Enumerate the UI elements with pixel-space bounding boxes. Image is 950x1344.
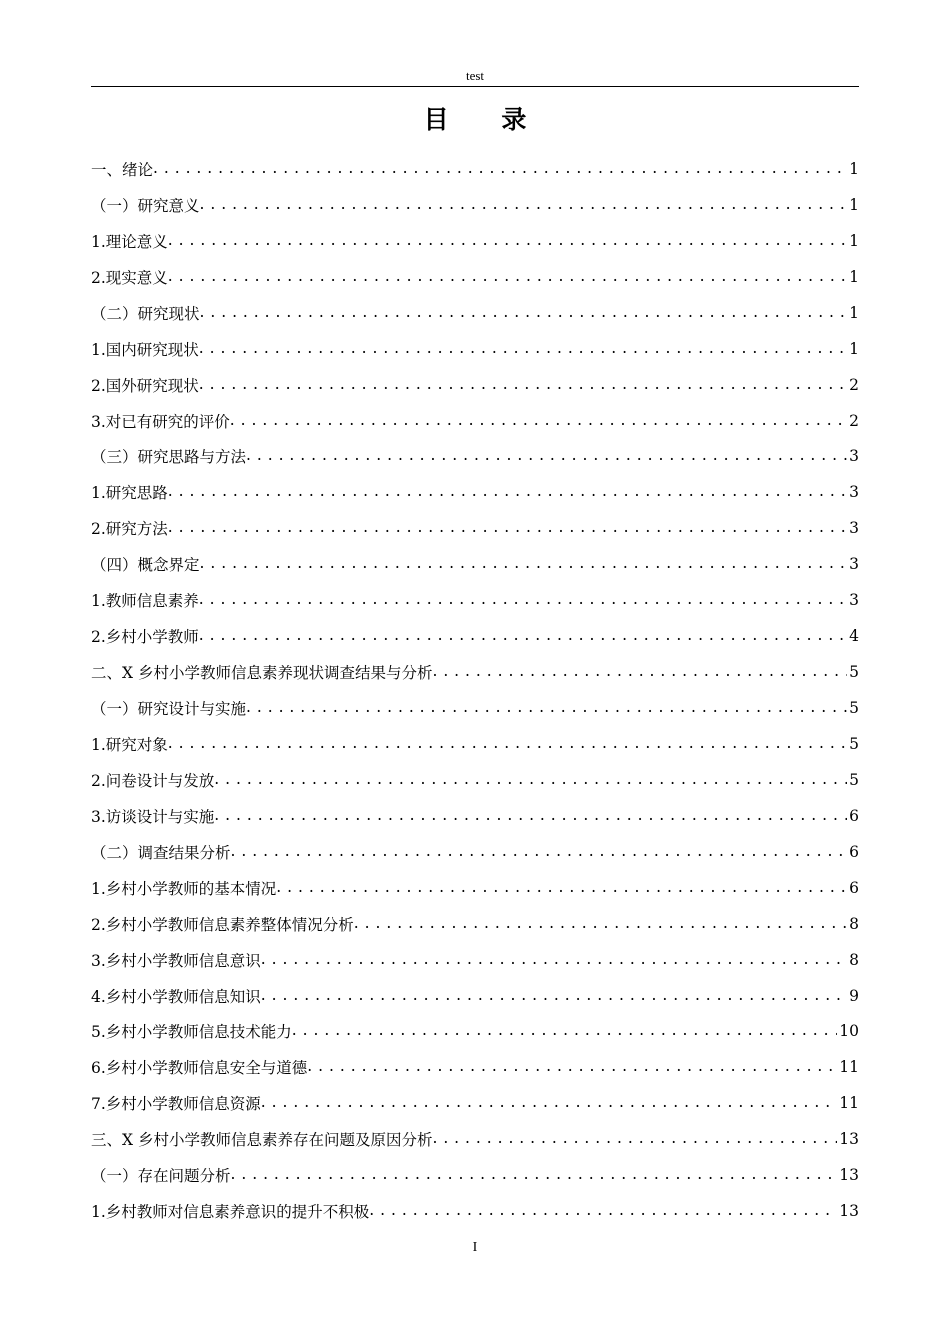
toc-entry-title: 3.乡村小学教师信息意识 (91, 951, 261, 970)
toc-entry[interactable] (91, 187, 859, 223)
toc-entry-title: 1.乡村小学教师的基本情况 (91, 879, 277, 898)
toc-entry[interactable] (91, 331, 859, 367)
toc-entry[interactable] (91, 942, 859, 978)
toc-entry-title: （三）研究思路与方法 (91, 448, 247, 467)
toc-leader-dots (276, 878, 847, 898)
toc-entry-page: 3 (849, 447, 859, 466)
toc-entry-title: 2.研究方法 (91, 520, 168, 539)
toc-entry-page: 9 (849, 986, 859, 1005)
toc-entry-title: 4.乡村小学教师信息知识 (91, 987, 261, 1006)
toc-entry-page: 6 (849, 842, 859, 861)
toc-entry[interactable] (91, 439, 859, 475)
toc-entry-page: 3 (849, 591, 859, 610)
toc-entry-title: （二）研究现状 (91, 304, 200, 323)
toc-entry-page: 5 (849, 770, 859, 789)
toc-leader-dots (214, 806, 847, 826)
toc-leader-dots (261, 986, 847, 1006)
toc-entry[interactable] (91, 151, 859, 187)
toc-entry[interactable] (91, 726, 859, 762)
toc-entry-page: 1 (849, 267, 859, 286)
toc-entry-title: 2.问卷设计与发放 (91, 771, 215, 790)
toc-entry[interactable] (91, 798, 859, 834)
toc-entry-page: 1 (849, 339, 859, 358)
toc-leader-dots (432, 662, 847, 682)
toc-entry-page: 5 (849, 699, 859, 718)
toc-entry-page: 5 (849, 734, 859, 753)
toc-entry[interactable] (91, 906, 859, 942)
toc-leader-dots (432, 1129, 837, 1149)
toc-entry[interactable] (91, 690, 859, 726)
toc-entry[interactable] (91, 223, 859, 259)
toc-entry-page: 1 (849, 303, 859, 322)
toc-leader-dots (231, 1165, 838, 1185)
toc-entry-title: 2.国外研究现状 (91, 376, 199, 395)
toc-leader-dots (261, 950, 847, 970)
toc-leader-dots (230, 411, 847, 431)
toc-leader-dots (292, 1021, 837, 1041)
toc-leader-dots (199, 590, 847, 610)
toc-entry-title: 1.理论意义 (91, 232, 168, 251)
toc-entry[interactable] (91, 367, 859, 403)
toc-leader-dots (246, 446, 847, 466)
toc-entry[interactable] (91, 1121, 859, 1157)
toc-entry[interactable] (91, 1193, 859, 1229)
toc-leader-dots (168, 518, 847, 538)
toc-entry-title: 1.乡村教师对信息素养意识的提升不积极 (91, 1203, 370, 1222)
toc-leader-dots (199, 339, 847, 359)
toc-entry-title: 3.对已有研究的评价 (91, 412, 230, 431)
toc-entry-page: 8 (849, 950, 859, 969)
toc-entry[interactable] (91, 1049, 859, 1085)
toc-entry-title: 1.教师信息素养 (91, 592, 199, 611)
toc-entry-page: 13 (839, 1130, 859, 1149)
toc-entry-title: 二、X 乡村小学教师信息素养现状调查结果与分析 (91, 664, 433, 683)
table-of-contents (91, 151, 859, 1229)
toc-entry-page: 2 (849, 411, 859, 430)
toc-entry[interactable] (91, 510, 859, 546)
toc-entry-page: 6 (849, 878, 859, 897)
toc-entry[interactable] (91, 870, 859, 906)
toc-entry-page: 1 (849, 195, 859, 214)
toc-entry[interactable] (91, 403, 859, 439)
toc-entry-title: （四）概念界定 (91, 556, 200, 575)
toc-entry-title: （一）研究意义 (91, 196, 200, 215)
toc-leader-dots (200, 554, 848, 574)
toc-entry[interactable] (91, 1085, 859, 1121)
toc-entry[interactable] (91, 546, 859, 582)
toc-entry-title: 2.乡村小学教师信息素养整体情况分析 (91, 915, 354, 934)
toc-entry-page: 2 (849, 375, 859, 394)
toc-entry-title: 2.现实意义 (91, 268, 168, 287)
toc-entry-title: 6.乡村小学教师信息安全与道德 (91, 1059, 308, 1078)
toc-entry-title: 1.国内研究现状 (91, 340, 199, 359)
toc-leader-dots (246, 698, 847, 718)
toc-entry-title: （一）研究设计与实施 (91, 700, 247, 719)
toc-entry-page: 10 (839, 1022, 859, 1041)
toc-leader-dots (168, 267, 847, 287)
toc-entry-title: 5.乡村小学教师信息技术能力 (91, 1023, 292, 1042)
toc-leader-dots (199, 626, 847, 646)
toc-entry-page: 3 (849, 519, 859, 538)
toc-leader-dots (214, 770, 847, 790)
toc-entry[interactable] (91, 834, 859, 870)
toc-entry-title: 7.乡村小学教师信息资源 (91, 1095, 261, 1114)
toc-leader-dots (168, 734, 847, 754)
toc-entry-title: （一）存在问题分析 (91, 1167, 231, 1186)
toc-leader-dots (168, 231, 847, 251)
toc-entry-page: 11 (839, 1058, 859, 1077)
header-rule (91, 86, 859, 87)
toc-entry-page: 4 (849, 627, 859, 646)
toc-entry[interactable] (91, 259, 859, 295)
toc-entry-title: 3.访谈设计与实施 (91, 807, 215, 826)
toc-entry[interactable] (91, 582, 859, 618)
toc-entry-page: 5 (849, 663, 859, 682)
toc-entry-page: 13 (839, 1202, 859, 1221)
toc-leader-dots (354, 914, 847, 934)
toc-entry[interactable] (91, 762, 859, 798)
toc-leader-dots (369, 1201, 837, 1221)
page-number: I (472, 1240, 478, 1255)
toc-entry[interactable] (91, 978, 859, 1014)
toc-entry-page: 3 (849, 555, 859, 574)
toc-entry-title: 1.研究思路 (91, 484, 168, 503)
toc-leader-dots (307, 1057, 837, 1077)
toc-entry-title: （二）调查结果分析 (91, 843, 231, 862)
toc-leader-dots (261, 1093, 837, 1113)
toc-leader-dots (200, 303, 848, 323)
toc-entry-page: 1 (849, 159, 859, 178)
toc-leader-dots (231, 842, 848, 862)
toc-leader-dots (168, 482, 847, 502)
toc-entry-title: 一、绪论 (91, 160, 154, 179)
toc-entry[interactable] (91, 618, 859, 654)
toc-entry-page: 6 (849, 806, 859, 825)
toc-entry[interactable] (91, 295, 859, 331)
toc-entry-title: 三、X 乡村小学教师信息素养存在问题及原因分析 (91, 1131, 433, 1150)
toc-entry-page: 3 (849, 483, 859, 502)
toc-entry-title: 2.乡村小学教师 (91, 628, 199, 647)
toc-leader-dots (199, 375, 847, 395)
toc-entry[interactable] (91, 1014, 859, 1050)
toc-entry-page: 8 (849, 914, 859, 933)
toc-leader-dots (200, 195, 848, 215)
toc-entry-title: 1.研究对象 (91, 735, 168, 754)
page-title: 目 录 (423, 105, 549, 134)
toc-entry-page: 1 (849, 231, 859, 250)
toc-entry[interactable] (91, 474, 859, 510)
toc-entry-page: 13 (839, 1166, 859, 1185)
toc-entry[interactable] (91, 1157, 859, 1193)
toc-leader-dots (153, 159, 847, 179)
toc-entry[interactable] (91, 654, 859, 690)
running-header: test (465, 68, 485, 83)
toc-entry-page: 11 (839, 1094, 859, 1113)
